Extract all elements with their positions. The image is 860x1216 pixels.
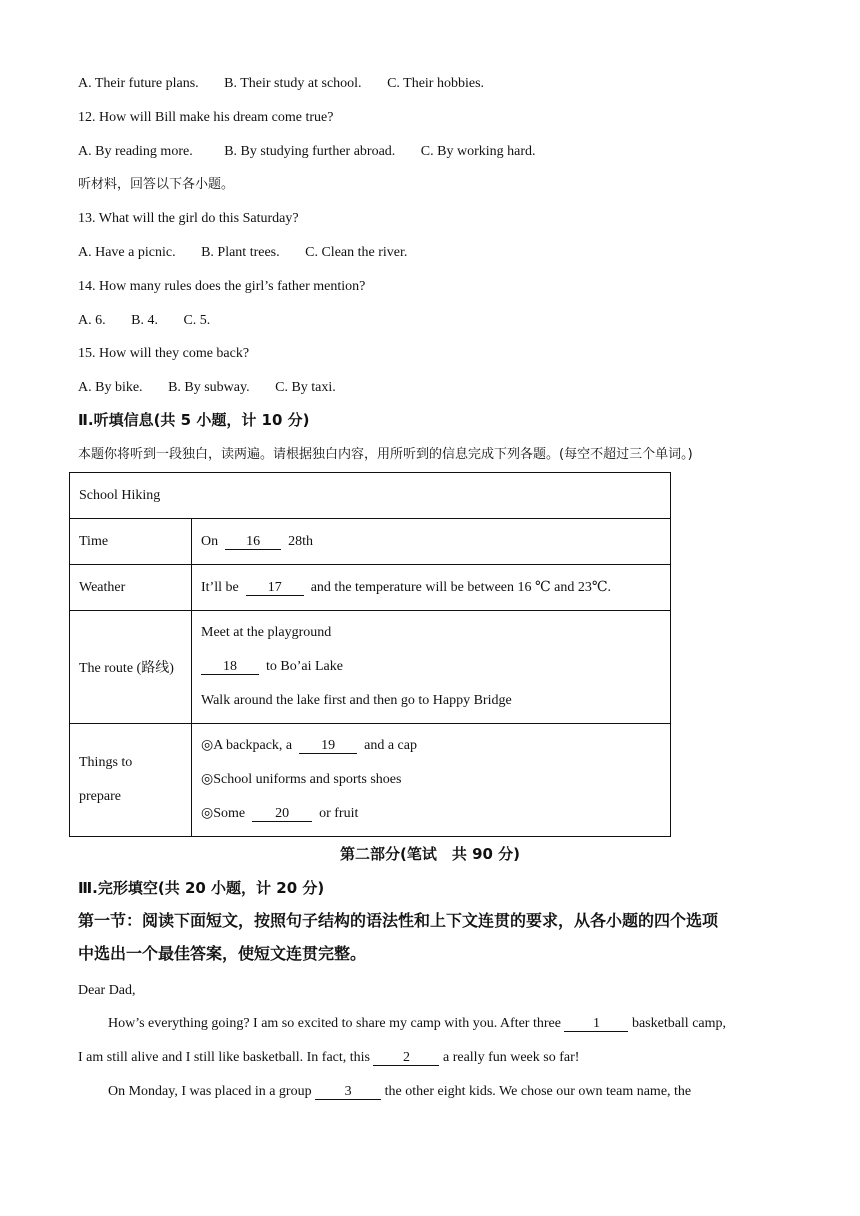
q14-options: [78, 312, 210, 330]
weather-suffix: and the temperature will be between 16 ℃ and 23℃.: [310, 580, 612, 595]
weather-value: [192, 565, 671, 611]
q13-options: [78, 244, 407, 262]
route-line-2-suffix: to Bo’ai Lake: [266, 659, 343, 674]
letter-line-2-start: I am still alive and I still like basketball. In fact, this: [78, 1050, 370, 1065]
q11-options: [78, 75, 484, 93]
q12-option-b: B. By studying further abroad.: [224, 144, 396, 159]
time-suffix: 28th: [288, 533, 314, 549]
things-line-1: [201, 729, 661, 763]
letter-line-2-end: a really fun week so far!: [442, 1050, 580, 1065]
q13-question: 13. What will the girl do this Saturday?: [78, 211, 299, 226]
letter-line-3-end: the other eight kids. We chose our own team name, the: [384, 1084, 692, 1099]
section-2-heading: Ⅱ.听填信息(共 5 小题，计 10 分): [78, 411, 310, 429]
part-2-title: 第二部分(笔试 共 90 分): [339, 845, 521, 863]
q15-option-b: B. By subway.: [168, 380, 250, 395]
weather-label: Weather: [70, 565, 192, 611]
blank-20: 20: [252, 806, 312, 822]
blank-1: 1: [564, 1016, 628, 1032]
q13-option-c: C. Clean the river.: [305, 245, 408, 260]
things-label: [70, 724, 192, 837]
blank-19: 19: [299, 738, 357, 754]
q14-option-a: A. 6.: [78, 313, 106, 328]
weather-prefix: It’ll be: [201, 580, 239, 595]
things-line-1-suffix: and a cap: [364, 738, 417, 753]
section-2-instruction: 本题你将听到一段独白，读两遍。请根据独白内容，用所听到的信息完成下列各题。(每空不超过三个单词。): [78, 447, 693, 462]
q11-option-b: B. Their study at school.: [224, 76, 362, 91]
q13-option-b: B. Plant trees.: [201, 245, 280, 260]
q14-option-b: B. 4.: [131, 313, 158, 328]
things-line-3: [201, 797, 661, 831]
letter-line-1-start: How’s everything going? I am so excited to share my camp with you. After three: [108, 1016, 561, 1031]
q11-option-a: A. Their future plans.: [78, 76, 199, 91]
letter-line-1: [108, 1015, 726, 1033]
q15-option-c: C. By taxi.: [275, 380, 336, 395]
letter-salutation: Dear Dad,: [78, 983, 136, 998]
q15-options: [78, 379, 336, 397]
route-line-2: [201, 650, 661, 684]
route-line-1: Meet at the playground: [201, 625, 332, 640]
listen-instruction: 听材料，回答以下各小题。: [78, 177, 235, 192]
section-3-heading: Ⅲ.完形填空(共 20 小题，计 20 分): [78, 879, 325, 897]
letter-line-3-start: On Monday, I was placed in a group: [108, 1084, 312, 1099]
q14-option-c: C. 5.: [183, 313, 211, 328]
time-value: [192, 519, 671, 565]
q14-question: 14. How many rules does the girl’s father mention?: [78, 279, 366, 294]
time-label: Time: [70, 519, 192, 565]
blank-16: 16: [225, 534, 281, 550]
route-value: [192, 611, 671, 724]
route-label: The route (路线): [70, 611, 192, 724]
blank-3: 3: [315, 1084, 381, 1100]
things-value: [192, 724, 671, 837]
table-title: School Hiking: [70, 473, 671, 519]
things-label-line-2: prepare: [79, 789, 121, 804]
school-hiking-table: [69, 472, 671, 837]
blank-2: 2: [373, 1050, 439, 1066]
q12-option-c: C. By working hard.: [420, 144, 536, 159]
things-line-3-suffix: or fruit: [319, 806, 359, 821]
section-3-instruction-line-2: 中选出一个最佳答案，使短文连贯完整。: [78, 944, 367, 963]
q12-option-a: A. By reading more.: [78, 144, 193, 159]
q15-option-a: A. By bike.: [78, 380, 143, 395]
q15-question: 15. How will they come back?: [78, 346, 250, 361]
q12-question: 12. How will Bill make his dream come true?: [78, 110, 334, 125]
letter-line-2: [78, 1049, 579, 1067]
time-prefix: On: [201, 533, 219, 549]
letter-line-3: [108, 1083, 691, 1101]
blank-17: 17: [246, 580, 304, 596]
things-label-line-1: Things to: [79, 755, 133, 770]
section-3-instruction-line-1: 第一节：阅读下面短文，按照句子结构的语法性和上下文连贯的要求，从各小题的四个选项: [78, 911, 719, 930]
things-line-3-prefix: ◎Some: [201, 806, 246, 821]
q12-options: [78, 143, 536, 161]
route-line-3: Walk around the lake first and then go to Happy Bridge: [201, 693, 512, 708]
things-line-2: ◎School uniforms and sports shoes: [201, 772, 402, 787]
q11-option-c: C. Their hobbies.: [387, 76, 485, 91]
things-line-1-prefix: ◎A backpack, a: [201, 738, 293, 753]
letter-line-1-end: basketball camp,: [631, 1016, 727, 1031]
blank-18: 18: [201, 659, 259, 675]
q13-option-a: A. Have a picnic.: [78, 245, 176, 260]
